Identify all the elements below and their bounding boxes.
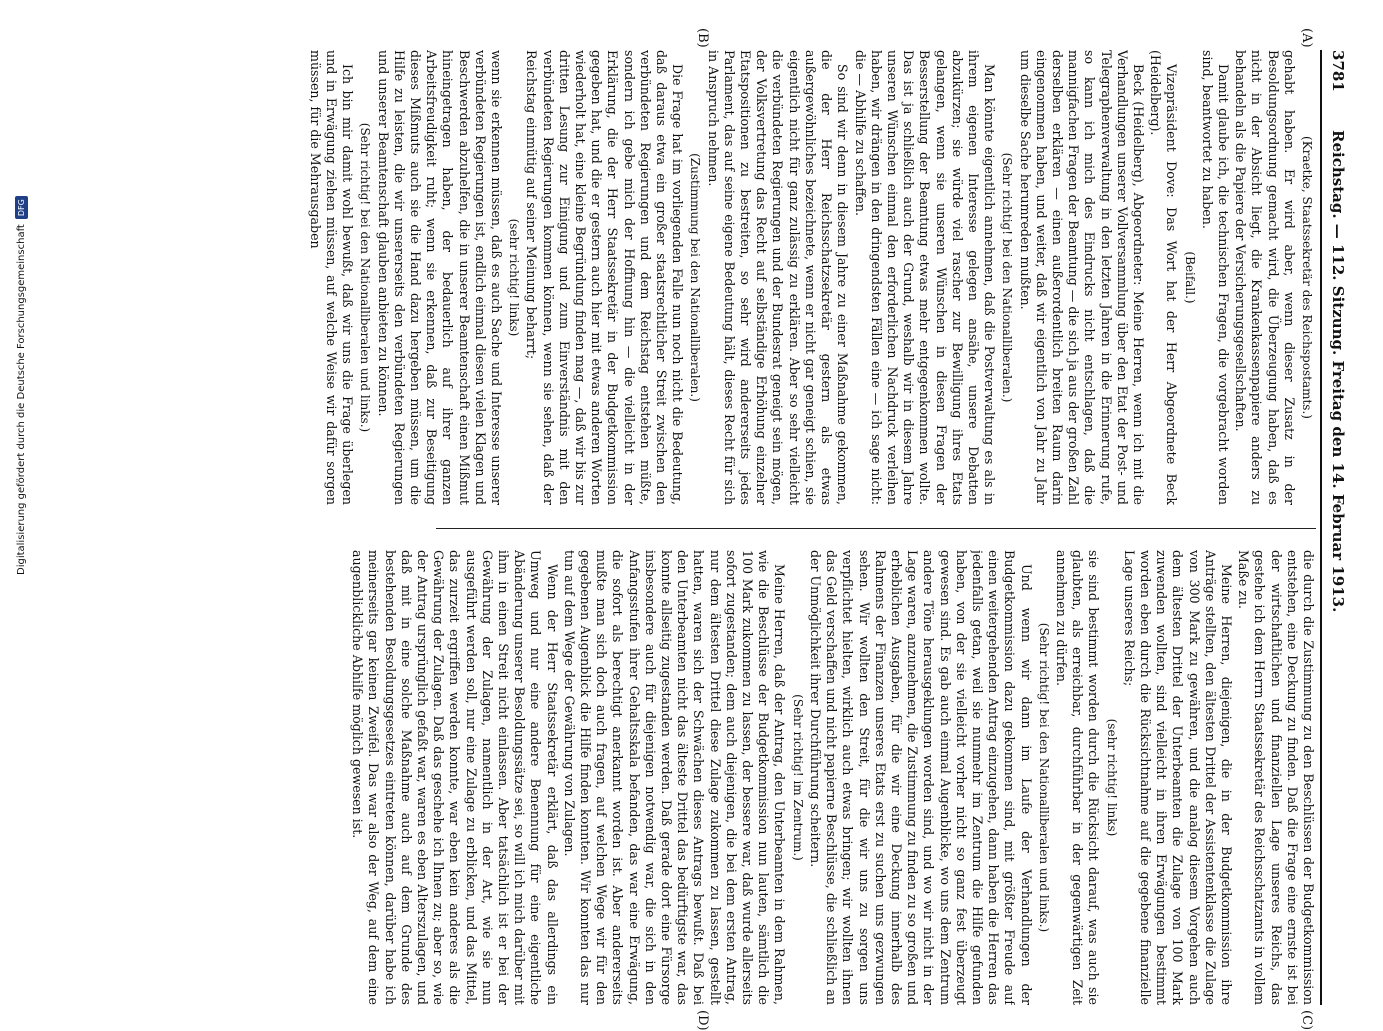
page-number: 3781 [1329, 50, 1347, 92]
margin-marker-d: (D) [695, 1010, 710, 1031]
interjection: (Sehr richtig! bei den Nationalliberalen.) [1000, 152, 1015, 403]
running-header [1324, 50, 1350, 1005]
paragraph: Beck (Heidelberg), Abgeordneter: Meine Herren, wenn ich mit die Verhandlungen unserer Vollversammlung über den Etat der Post- und Telegraphenverwaltung in den letzten Jahren in die Erinnerung rufe, so kann ich mich des Eindrucks nicht entschlagen, daß die mannigfachen Fragen der Beamtung — die sich ja aus der großen Zahl derselben erklären — einen außerordentlich breiten Raum darin eingenommen haben, und weiter, daß wir eigentlich von Jahr zu Jahr um dieselbe Sache herumreden mußten. [1017, 50, 1146, 505]
paragraph: Und wenn wir dann im Laufe der Verhandlungen der Budgetkommission dazu gekommen sind, mit größter Freude auf einen weitergehenden Antrag einzugehen, dann haben die Herren das jedenfalls getan, weil sie nunmehr im Zentrum die Hilfe gefunden haben, von der sie vielleicht vorher nicht so ganz fest überzeugt gewesen sind. Es gab auch einmal Augenblicke, wo uns dem Zentrum andere Töne herausgeklungen worden sind, und wo wir nicht in der Lage waren, anzunehmen, die Zustimmung zu finden zu so großen und erheblichen Ausgaben, für die wir eine Deckung innerhalb des Rahmens der Finanzen unseres Etats erst zu suchen uns gezwungen sehen. Wir wollten den Streit, für die wir uns zu sorgen uns verpflichtet hielten, wirklich auch etwas bringen; wir wollten ihnen das Geld verschaffen und nicht papierne Beschlüsse, die schließlich an der Unmöglichkeit ihrer Durchführung scheitern. [807, 550, 1034, 1005]
paragraph: Die Frage hat im vorliegenden Falle nun noch nicht die Bedeutung, daß daraus etwa ein großer staatsrechtlicher Streit zwischen den verbündeten Regierungen und dem Reichstag entstehen müßte, sondern ich gebe mich der Hoffnung hin — die vielleicht in der Erklärung, die der Herr Staatssekretär in der Budgetkommission gegeben hat, und die er gestern auch hier mit etwas anderen Worten wiederholt hat, eine kleine Begründung finden mag —, daß wir bis zur dritten Lesung zur Einigung und zum Einverständnis mit den verbündeten Regierungen kommen können, wenn sie sehen, daß der Reichstag einmütig auf seiner Meinung beharrt; [524, 50, 686, 505]
paragraph: sie sind bestimmt worden durch die Rücksicht darauf, was auch sie glaubten, als erreichbar, durchführbar in der gegenwärtigen Zeit annehmen zu dürfen. [1053, 550, 1102, 1005]
document-page [80, 28, 1350, 1031]
header-rule [1321, 50, 1323, 1005]
interjection: (Sehr richtig! im Zentrum.) [790, 694, 805, 861]
paragraph: Man könnte eigentlich annehmen, daß die Postverwaltung es als in ihrem eigenen Interesse gelegen ansähe, unsere Debatten abzukürzen; sie würde viel rascher zur Bewilligung ihres Etats gelangen, wenn sie unseren Wünschen in diesen Fragen der Besserstellung der Beamtung etwas mehr entgegenkommen wollte. Das ist ja schließlich auch der Grund, weshalb wir in diesem Jahre unseren Wünschen einmal den erforderlichen Nachdruck verleihen haben, wir drängen in den dringendsten Fällen eine — ich sage nicht: die — Abhilfe zu schaffen. [852, 50, 998, 505]
header-title: Reichstag. — 112. Sitzung. Freitag den 14. Februar 1913. [1329, 130, 1347, 613]
right-text-column [86, 550, 1316, 1005]
digitization-note-text: Digitalisierung gefördert durch die Deutsche Forschungsgemeinschaft [16, 224, 27, 575]
paragraph: Meine Herren, diejenigen, die in der Budgetkommission ihre Anträge stellten, den ältesten Drittel der Assistentenklasse die Zulage von 300 Mark zu gewähren, und die analog diesem Vorgehen auch dem ältesten Drittel der Unterbeamten die Zulage von 100 Mark zuwenden wollten, sind vielleicht in ihren Erwägungen bestimmt worden eben durch die Rücksichtnahme auf die gegebene finanzielle Lage unseres Reichs; [1121, 550, 1234, 1005]
margin-marker-b: (B) [695, 28, 710, 48]
paragraph: wenn sie erkennen müssen, daß es auch Sache und Interesse unserer verbündeten Regierungen ist, endlich einmal diesen vielen Klagen und Beschwerden abzuhelfen, die in unserer Beamtenschaft einen Mißmut hineingetragen haben, der bedauerlich auf ihrer ganzen Arbeitsfreudigkeit ruht; wenn sie erkennen, daß zur Beseitigung dieses Mißmuts auch sie die Hand dazu hergeben müssen, um die Hilfe zu leisten, die wir unsererseits den verbündeten Regierungen und unserer Beamtenschaft glauben anbieten zu können. [375, 50, 505, 505]
paragraph: Meine Herren, daß der Antrag, den Unterbeamten in dem Rahmen, wie die Beschlüsse der Budgetkommission nun lauten, sämtlich die 100 Mark zukommen zu lassen, der bessere war, daß wurde allerseits sofort zugestanden; dem auch diejenigen, die bei dem ersten Antrag, nur dem ältesten Drittel diese Zulage zukommen zu lassen, gestellt hatten, waren sich der Schwächen dieses Antrags bewußt. Daß bei den Unterbeamten nicht das älteste Drittel das bedürftigste war, das konnte allseitig zugestanden werden. Daß gerade dort eine Fürsorge insbesondere auch für diejenigen notwendig war, die sich in den Anfangsstufen ihrer Gehaltsskala befanden, das war eine Erwägung, die sofort als berechtigt anerkannt worden ist. Aber andererseits mußte man sich doch auch fragen, auf welchen Wege wir für den gegebenen Augenblick die Hilfe finden konnten. Wir konnten das nur tun auf dem Wege der Gewährung von Zulagen. [561, 550, 788, 1005]
left-text-column [86, 50, 1316, 505]
margin-marker-c: (C) [1299, 1010, 1314, 1031]
interjection: (sehr richtig! links) [507, 218, 522, 337]
paragraph: gehabt haben. Er wird aber, wenn dieser Zusatz in der Besoldungsordnung gemacht wird, die Überzeugung haben, daß es nicht in der Absicht liegt, die Krankenkassenpapiere anders zu behandeln als die Papiere der Versicherungsgesellschaften. [1233, 50, 1297, 505]
interjection: (Sehr richtig! bei den Nationalliberalen und links.) [1036, 622, 1051, 933]
paragraph: Vizepräsident Dove: Das Wort hat der Herr Abgeordnete Beck (Heidelberg). [1148, 50, 1180, 505]
column-divider [436, 528, 1316, 529]
paragraph: So sind wir denn in diesem Jahre zu einer Maßnahme gekommen, die der Herr Reichsschatzsekretär gestern als etwas außergewöhnliches bezeichnete, wenn er nicht gar geneigt schien, sie eigentlich nicht für ganz zulässig zu erklären. Aber so sehr vielleicht die verbündeten Regierungen und der Bundesrat geneigt sein mögen, der Volksvertretung das Recht auf selbständige Erhöhung einzelner Etatspositionen zu bestreiten, so sehr wird andererseits jedes Parlament, das auf seine eigene Bedeutung hält, dieses Recht für sich in Anspruch nehmen. [705, 50, 851, 505]
interjection: (Beifall.) [1182, 251, 1197, 304]
paragraph: Damit glaube ich, die technischen Fragen, die vorgebracht worden sind, beantwortet zu haben. [1199, 50, 1231, 505]
interjection: (sehr richtig! links) [1104, 718, 1119, 837]
dfg-logo: DFG [15, 196, 28, 219]
paragraph: Ich bin mir damit wohl bewußt, daß wir uns die Frage überlegen und in Erwägung ziehen müssen, auf welche Weise wir dafür sorgen müssen, für die Mehrausgaben [307, 50, 356, 505]
interjection: (Kraetke, Staatssekretär des Reichspostamts.) [1300, 136, 1314, 419]
interjection: (Zustimmung bei den Nationalliberalen.) [688, 153, 703, 402]
interjection: (Sehr richtig! bei den Nationalliberalen und links.) [358, 122, 373, 433]
digitization-note [12, 150, 32, 575]
margin-marker-a: (A) [1299, 28, 1314, 48]
paragraph: Wenn der Herr Staatssekretär erklärt, daß das allerdings ein Umweg und nur eine andere Benennung für eine eigentliche Abänderung unserer Besoldungssätze sei, so will ich mich darüber mit ihm in einen Streit nicht einlassen. Aber tatsächlich ist er bei der Gewährung der Zulagen, namentlich in der Art, wie sie nun ausgeführt werden soll, nur eine Zulage zu erblicken, und das Mittel, das zurzeit ergriffen werden konnte, war eben kein anderes als die Gewährung der Zulagen. Daß das geschehe ich Ihnen zu; aber so, wie der Antrag ursprünglich gefaßt war, waren es eben Alterszulagen, und daß mit in eine solche Maßnahme auch auf dem Grunde des bestehenden Besoldungsgesetzes eintreten können, darüber habe ich meinerseits gar keinen Zweifel. Das war also der Weg, auf dem eine augenblickliche Abhilfe möglich gewesen ist. [350, 550, 560, 1005]
paragraph: die durch die Zustimmung zu den Beschlüssen der Budgetkommission entstehen, eine Deckung zu finden. Daß die Frage eine ernste ist bei der wirtschaftlichen und finanziellen Lage unseres Reichs, das gestehe ich dem Herrn Staatssekretär des Reichsschatzamts in vollem Maße zu. [1236, 550, 1316, 1005]
